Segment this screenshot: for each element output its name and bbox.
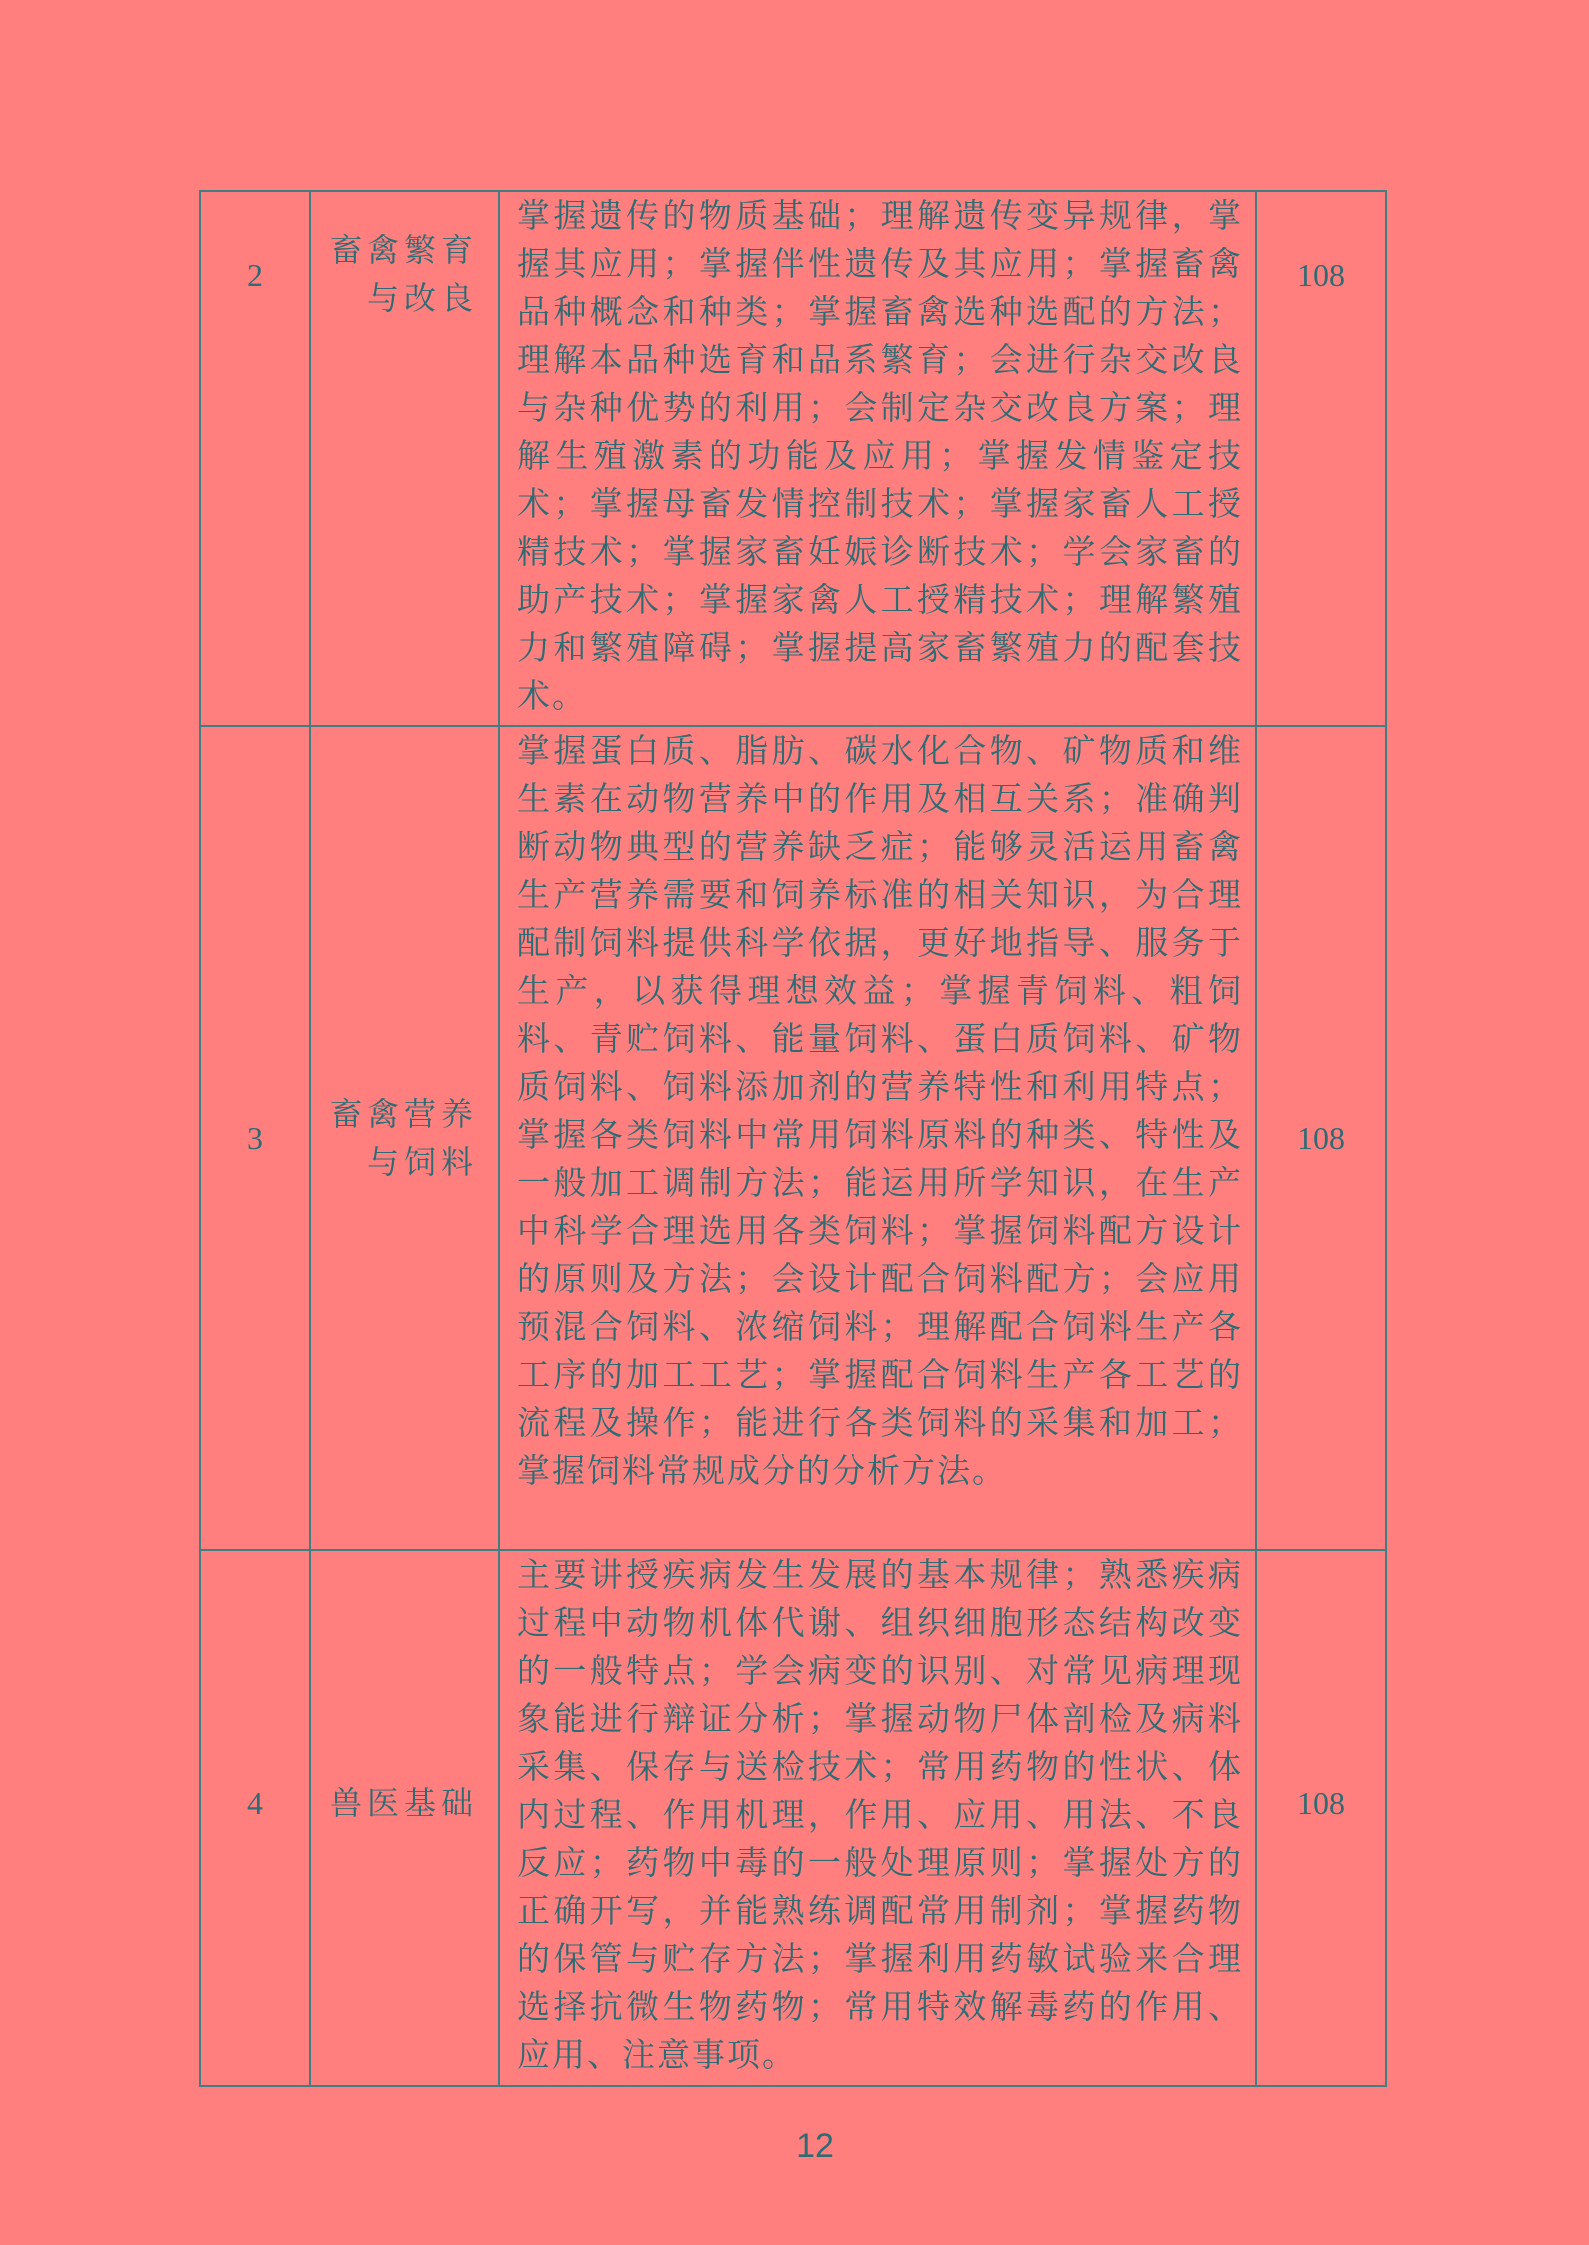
course-name: 兽医基础 — [310, 1550, 499, 2086]
table-row — [200, 726, 1386, 1550]
course-hours: 108 — [1256, 1550, 1386, 2086]
course-description: 掌握遗传的物质基础；理解遗传变异规律，掌握其应用；掌握伴性遗传及其应用；掌握畜禽品种概念和种类；掌握畜禽选种选配的方法；理解本品种选育和品系繁育；会进行杂交改良与杂种优势的利用；会制定杂交改良方案；理解生殖激素的功能及应用；掌握发情鉴定技术；掌握母畜发情控制技术；掌握家畜人工授精技术；掌握家畜妊娠诊断技术；学会家畜的助产技术；掌握家禽人工授精技术；理解繁殖力和繁殖障碍；掌握提高家畜繁殖力的配套技术。 — [499, 191, 1256, 726]
table-row — [200, 191, 1386, 726]
course-hours: 108 — [1256, 726, 1386, 1550]
course-number: 2 — [200, 191, 310, 726]
course-name: 畜禽繁育与改良 — [310, 191, 499, 726]
course-number: 3 — [200, 726, 310, 1550]
course-number: 4 — [200, 1550, 310, 2086]
course-hours: 108 — [1256, 191, 1386, 726]
table-row — [200, 1550, 1386, 2086]
course-table — [199, 190, 1387, 2087]
course-description: 主要讲授疾病发生发展的基本规律；熟悉疾病过程中动物机体代谢、组织细胞形态结构改变的一般特点；学会病变的识别、对常见病理现象能进行辩证分析；掌握动物尸体剖检及病料采集、保存与送检技术；常用药物的性状、体内过程、作用机理，作用、应用、用法、不良反应；药物中毒的一般处理原则；掌握处方的正确开写，并能熟练调配常用制剂；掌握药物的保管与贮存方法；掌握利用药敏试验来合理选择抗微生物药物；常用特效解毒药的作用、应用、注意事项。 — [499, 1550, 1256, 2086]
course-name: 畜禽营养与饲料 — [310, 726, 499, 1550]
page-number: 12 — [796, 2127, 834, 2165]
course-description: 掌握蛋白质、脂肪、碳水化合物、矿物质和维生素在动物营养中的作用及相互关系；准确判断动物典型的营养缺乏症；能够灵活运用畜禽生产营养需要和饲养标准的相关知识，为合理配制饲料提供科学依据，更好地指导、服务于生产，以获得理想效益；掌握青饲料、粗饲料、青贮饲料、能量饲料、蛋白质饲料、矿物质饲料、饲料添加剂的营养特性和利用特点；掌握各类饲料中常用饲料原料的种类、特性及一般加工调制方法；能运用所学知识，在生产中科学合理选用各类饲料；掌握饲料配方设计的原则及方法；会设计配合饲料配方；会应用预混合饲料、浓缩饲料；理解配合饲料生产各工序的加工工艺；掌握配合饲料生产各工艺的流程及操作；能进行各类饲料的采集和加工；掌握饲料常规成分的分析方法。 — [499, 726, 1256, 1550]
